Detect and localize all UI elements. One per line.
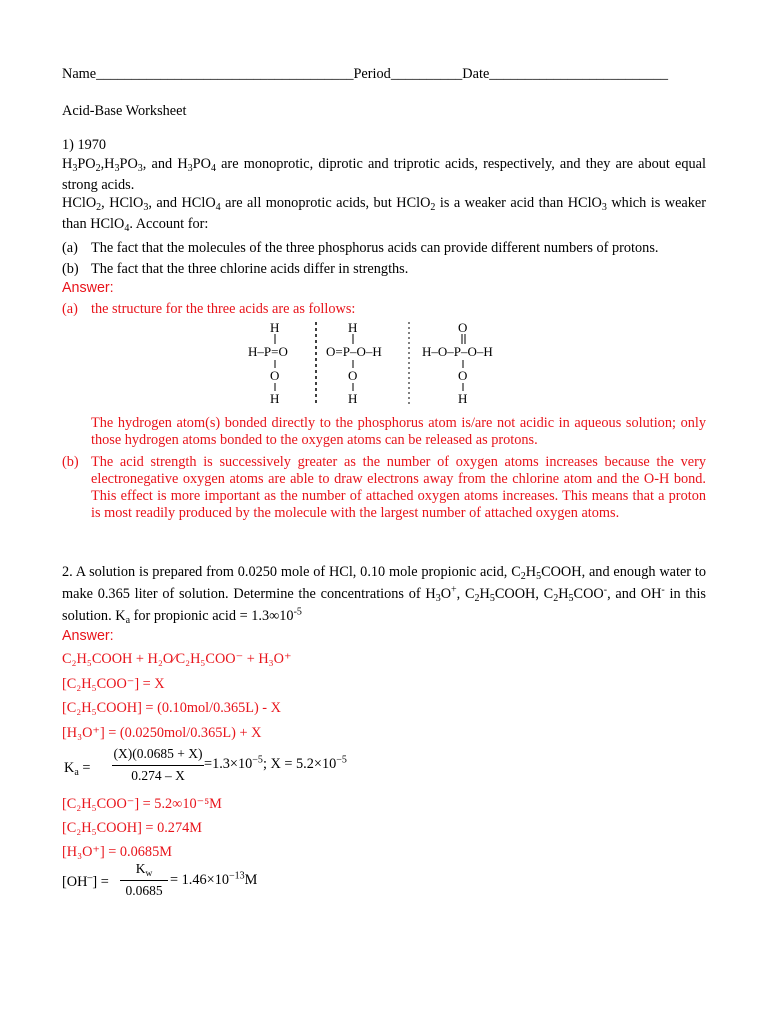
q1-stem: $H_3PO_2,H_3PO_3$, and $H_3PO_4$ are monoprotic, diprotic and triprotic acids, respectively, and they are about equal strong acids. <box>62 156 706 193</box>
q1-ans-a-note: The hydrogen atom(s) bonded directly to the phosphorus atom is/are not acidic in aqueous solution; only those hydrogen atoms bonded to the oxygen atoms can be released as protons. <box>91 415 706 448</box>
q1-part-b-label: (b) <box>62 261 79 277</box>
s1-o: O <box>270 368 280 383</box>
ka-left: $K_a$ = <box>64 760 91 778</box>
q1-ans-a-text: the structure for the three acids are as follows: <box>91 301 356 317</box>
q2-l2: [C₂H₅COOH] = (0.10mol/0.365L) - X <box>62 700 281 716</box>
s1-top: H <box>270 320 280 335</box>
ka-numerator: (X)(0.0685 + X) <box>113 746 203 761</box>
q1-answer-label: Answer: <box>62 280 114 296</box>
oh-left: [OH–] = <box>62 872 109 890</box>
oh-fraction-bar <box>120 880 168 881</box>
s2-bot: H <box>348 391 358 406</box>
ka-formula <box>62 744 392 788</box>
date-label: Date <box>462 66 490 82</box>
q1-stem-chlorine: HClO$_2$, HClO$_3$, and HClO$_4$ are all monoprotic acids, but HClO$_2$ is a weaker acid than HClO$_3$ which is weaker than HClO$_4$. Account for: <box>62 195 707 234</box>
oh-rhs: = $1.46\times 10^{-13}M$ <box>170 870 258 888</box>
q2-answer-label: Answer: <box>62 628 114 644</box>
header-line <box>62 66 668 83</box>
s3-bot: H <box>458 391 468 406</box>
ka-fraction-bar <box>112 765 204 766</box>
s1-mid: H–P=O <box>248 344 288 359</box>
s2-mid: O=P–O–H <box>326 344 382 359</box>
s3-top: O <box>458 320 468 335</box>
q1-ans-b-label: (b) <box>62 454 79 470</box>
ka-rhs: $=1.3\times 10^{-5}$; $X = 5.2\times 10^{-5}$ <box>204 754 347 772</box>
s2-top: H <box>348 320 358 335</box>
name-blank[interactable]: ____________________________________ <box>96 66 354 82</box>
oh-numerator: $K_w$ <box>135 861 153 879</box>
page-title: Acid-Base Worksheet <box>62 103 187 119</box>
period-blank[interactable]: __________ <box>390 66 463 82</box>
s2-o: O <box>348 368 358 383</box>
q1-ans-a-label: (a) <box>62 301 78 317</box>
q2-stem: 2. A solution is prepared from 0.0250 mole of HCl, 0.10 mole propionic acid, $C_2H_5COOH$, and enough water to make 0.365 liter of solution. Determine the concentrations of $H_3O^+$, $C_2H_5COOH$, $C_2H_5COO^-$, and OH- in this solution. $K_a$ for propionic acid = $1.3\infty 10^{-5}$ <box>62 564 706 626</box>
q2-r3: [H₃O⁺] = 0.0685M <box>62 844 172 860</box>
s3-mid: H–O–P–O–H <box>422 344 493 359</box>
s3-o: O <box>458 368 468 383</box>
ka-denominator: 0.274 – X <box>131 768 185 783</box>
q1-part-b-text: The fact that the three chlorine acids differ in strengths. <box>91 261 409 277</box>
q2-l1: [C₂H₅COO⁻] = X <box>62 676 165 692</box>
date-blank[interactable]: _________________________ <box>489 66 669 82</box>
q1-part-a-label: (a) <box>62 240 78 256</box>
q1-ans-b-text: The acid strength is successively greater as the number of oxygen atoms increases because the very electronegative oxygen atoms are able to draw electrons away from the chlorine atom and the O-H bond. This effect is more important as the number of attached oxygen atoms increases. This means that a proton is most readily produced by the molecule with the largest number of attached oxygen atoms. <box>91 454 706 521</box>
oh-formula <box>62 860 362 904</box>
q2-eq1: C₂H₅COOH + H₂O⁄C₂H₅COO⁻ + H₃O⁺ <box>62 651 292 667</box>
phosphorus-acid-structures <box>240 318 540 410</box>
s1-bot: H <box>270 391 280 406</box>
q1-part-a-text: The fact that the molecules of the three phosphorus acids can provide different numbers of protons. <box>91 240 659 256</box>
structure-drawing <box>240 318 540 410</box>
q2-l3: [H₃O⁺] = (0.0250mol/0.365L) + X <box>62 725 262 741</box>
q1-number: 1) 1970 <box>62 137 107 153</box>
name-label: Name <box>62 66 97 82</box>
period-label: Period <box>353 66 391 82</box>
oh-denominator: 0.0685 <box>125 883 163 898</box>
q2-r2: [C₂H₅COOH] = 0.274M <box>62 820 202 836</box>
q2-r1: [C₂H₅COO⁻] = 5.2∞10⁻⁵M <box>62 796 222 812</box>
